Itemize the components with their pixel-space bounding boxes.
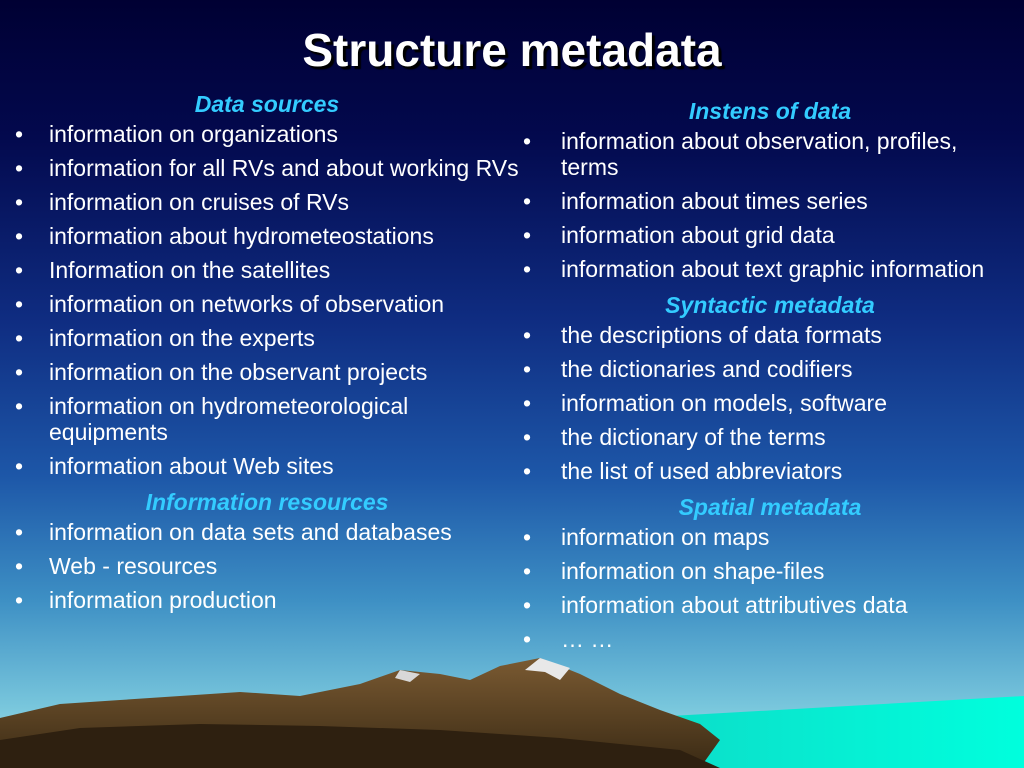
- list-item: • information on models, software: [520, 390, 1020, 416]
- list-item: • information about grid data: [520, 222, 1020, 248]
- list-item: • information on networks of observation: [12, 291, 522, 317]
- instens-of-data-list: [520, 128, 1020, 282]
- list-item: • the list of used abbreviators: [520, 458, 1020, 484]
- list-item: • information about hydrometeostations: [12, 223, 522, 249]
- section-heading-information-resources: Information resources: [145, 489, 389, 515]
- list-item: • information about attributives data: [520, 592, 1020, 618]
- list-item: • information on hydrometeorological equipments: [12, 393, 522, 445]
- section-heading-spatial-metadata: Spatial metadata: [678, 494, 862, 520]
- list-item: • the descriptions of data formats: [520, 322, 1020, 348]
- section-heading-syntactic-metadata: Syntactic metadata: [665, 292, 875, 318]
- list-item: • information on cruises of RVs: [12, 189, 522, 215]
- right-column: [520, 96, 1020, 660]
- list-item: • information about observation, profiles, terms: [520, 128, 1020, 180]
- list-item: • information about text graphic information: [520, 256, 1020, 282]
- list-item: • information on the experts: [12, 325, 522, 351]
- list-item: • the dictionary of the terms: [520, 424, 1020, 450]
- list-item: • Web - resources: [12, 553, 522, 579]
- spatial-metadata-list: [520, 524, 1020, 652]
- list-item: • information on organizations: [12, 121, 522, 147]
- list-item: • the dictionaries and codifiers: [520, 356, 1020, 382]
- list-item: • information on shape-files: [520, 558, 1020, 584]
- section-heading-data-sources: Data sources: [194, 91, 340, 117]
- list-item: • information about Web sites: [12, 453, 522, 479]
- left-column: [12, 89, 522, 621]
- syntactic-metadata-list: [520, 322, 1020, 484]
- list-item: • information on data sets and databases: [12, 519, 522, 545]
- section-heading-instens-of-data: Instens of data: [688, 98, 852, 124]
- information-resources-list: [12, 519, 522, 613]
- list-item: • information on maps: [520, 524, 1020, 550]
- list-item: • information about times series: [520, 188, 1020, 214]
- list-item: • information on the observant projects: [12, 359, 522, 385]
- list-item: • … …: [520, 626, 1020, 652]
- list-item: • information production: [12, 587, 522, 613]
- slide-title: Structure metadata: [302, 24, 722, 76]
- list-item: • Information on the satellites: [12, 257, 522, 283]
- data-sources-list: [12, 121, 522, 479]
- list-item: • information for all RVs and about working RVs: [12, 155, 522, 181]
